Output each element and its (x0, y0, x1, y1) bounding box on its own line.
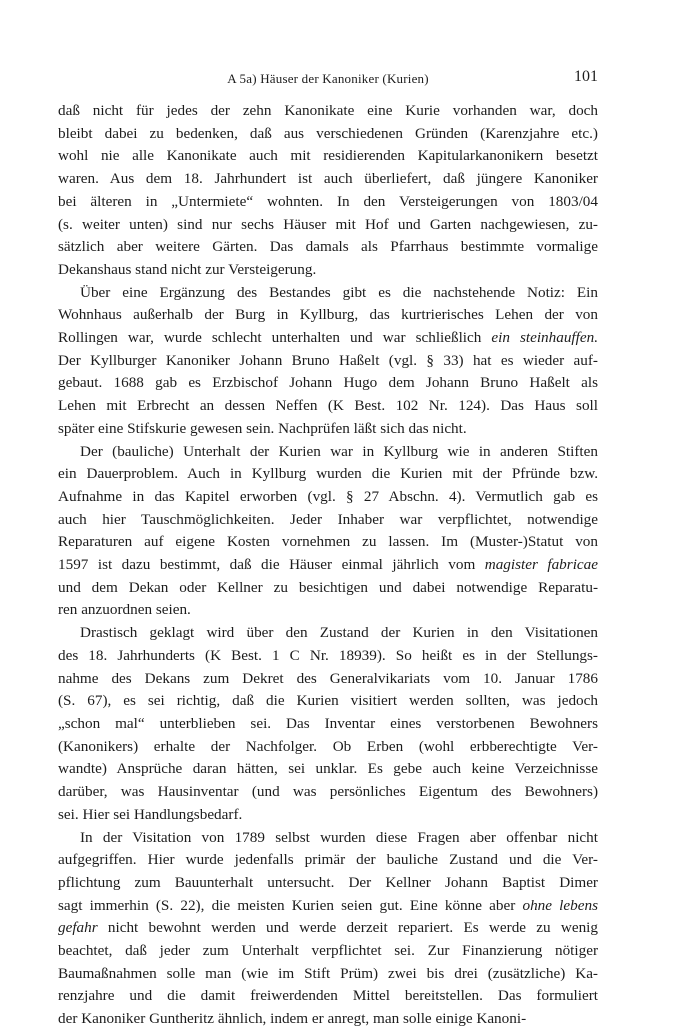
text-line (58, 599, 598, 622)
text-line (58, 509, 598, 532)
page-number: 101 (574, 68, 598, 85)
text-run: wandte) Ansprüche daran hätten, sei unklar. Es gebe auch keine Verzeichnisse (58, 760, 598, 778)
text-line (58, 781, 598, 804)
text-run: Rollingen war, wurde schlecht unterhalten und war schließlich (58, 329, 492, 347)
text-run: Drastisch geklagt wird über den Zustand der Kurien in den Visitationen (80, 624, 598, 642)
text-line (58, 191, 598, 214)
text-line (58, 123, 598, 146)
text-line (58, 690, 598, 713)
page-header (58, 68, 598, 88)
text-run: des 18. Jahrhunderts (K Best. 1 C Nr. 18939). So heißt es in der Stellungs- (58, 646, 598, 664)
text-line (58, 486, 598, 509)
text-run: waren. Aus dem 18. Jahrhundert ist auch überliefert, daß jüngere Kanoniker (58, 170, 598, 188)
text-line (58, 668, 598, 691)
text-run: darüber, was Hausinventar (und was persönliches Eigentum des Bewohners) (58, 783, 598, 801)
text-line (58, 758, 598, 781)
text-run: später eine Stifskurie gewesen sein. Nachprüfen läßt sich das nicht. (58, 419, 467, 437)
paragraph (58, 100, 598, 282)
italic-phrase: gefahr (58, 919, 98, 937)
text-run: aufgegriffen. Hier wurde jedenfalls primär der bauliche Zustand und die Ver- (58, 851, 598, 869)
italic-phrase: ein steinhauffen. (491, 329, 599, 347)
text-run: Dekanshaus stand nicht zur Versteigerung. (58, 260, 317, 278)
text-line (58, 577, 598, 600)
text-run: (Kanonikers) erhalte der Nachfolger. Ob Erben (wohl erbberechtigte Ver- (58, 737, 598, 755)
text-run: auch hier Tauschmöglichkeiten. Jeder Inhaber war verpflichtet, notwendige (58, 510, 598, 528)
text-line (58, 713, 598, 736)
text-run: sagt immerhin (S. 22), die meisten Kurien seien gut. Eine könne aber (58, 896, 523, 914)
text-line (58, 736, 598, 759)
text-run: pflichtung zum Bauunterhalt untersucht. Der Kellner Johann Baptist Dimer (58, 873, 598, 891)
text-line (58, 327, 598, 350)
text-run: Der (bauliche) Unterhalt der Kurien war in Kyllburg wie in anderen Stiften (80, 442, 598, 460)
text-run: Wohnhaus außerhalb der Burg in Kyllburg, das kurtrierisches Lehen der von (58, 306, 598, 324)
body-text (58, 100, 598, 1031)
text-run: bei älteren in „Untermiete“ wohnten. In den Versteigerungen von 1803/04 (58, 192, 598, 210)
text-run: Aufnahme in das Kapitel erworben (vgl. § 27 Abschn. 4). Vermutlich gab es (58, 487, 598, 505)
text-line (58, 827, 598, 850)
text-line (58, 531, 598, 554)
text-line (58, 645, 598, 668)
text-line (58, 259, 598, 282)
text-line (58, 372, 598, 395)
text-run: ein Dauerproblem. Auch in Kyllburg wurden die Kurien mit der Pfründe bzw. (58, 465, 598, 483)
text-run: wohl nie alle Kanonikate auch mit residierenden Kapitularkanonikern besetzt (58, 147, 598, 165)
text-run: (S. 67), es sei richtig, daß die Kurien visitiert werden sollten, was jedoch (58, 692, 598, 710)
paragraph (58, 827, 598, 1031)
text-run: Über eine Ergänzung des Bestandes gibt es die nachstehende Notiz: Ein (80, 283, 598, 301)
text-line (58, 282, 598, 305)
text-line (58, 940, 598, 963)
text-line (58, 145, 598, 168)
italic-phrase: magister fabricae (484, 556, 598, 574)
text-run: der Kanoniker Guntheritz ähnlich, indem er anregt, man solle einige Kanoni- (58, 1010, 527, 1028)
text-line (58, 1008, 598, 1031)
text-run: renzjahre und die damit freiwerdenden Mittel bereitstellen. Das formuliert (58, 987, 598, 1005)
text-run: nahme des Dekans zum Dekret des Generalvikariats vom 10. Januar 1786 (58, 669, 598, 687)
text-line (58, 236, 598, 259)
italic-phrase: ohne lebens (522, 896, 598, 914)
text-line (58, 917, 598, 940)
text-line (58, 985, 598, 1008)
paragraph (58, 441, 598, 623)
text-run: sätzlich aber weitere Gärten. Das damals als Pfarrhaus bestimmte vormalige (58, 238, 598, 256)
text-line (58, 849, 598, 872)
text-run: und dem Dekan oder Kellner zu besichtigen und dabei notwendige Reparatu- (58, 578, 598, 596)
text-line (58, 895, 598, 918)
text-line (58, 395, 598, 418)
text-run: Der Kyllburger Kanoniker Johann Bruno Haßelt (vgl. § 33) hat es wieder auf- (58, 351, 598, 369)
running-head: A 5a) Häuser der Kanoniker (Kurien) (227, 71, 429, 86)
text-line (58, 168, 598, 191)
text-line (58, 804, 598, 827)
text-run: Reparaturen auf eigene Kosten vornehmen zu lassen. Im (Muster-)Statut von (58, 533, 598, 551)
text-line (58, 100, 598, 123)
text-line (58, 872, 598, 895)
text-line (58, 963, 598, 986)
text-line (58, 622, 598, 645)
text-run: In der Visitation von 1789 selbst wurden diese Fragen aber offenbar nicht (80, 828, 598, 846)
text-line (58, 304, 598, 327)
text-run: gebaut. 1688 gab es Erzbischof Johann Hugo dem Johann Bruno Haßelt als (58, 374, 598, 392)
text-line (58, 554, 598, 577)
text-run: beachtet, daß jeder zum Unterhalt verpflichtet sei. Zur Finanzierung nötiger (58, 942, 598, 960)
text-run: Lehen mit Erbrecht an dessen Neffen (K Best. 102 Nr. 124). Das Haus soll (58, 397, 598, 415)
text-run: daß nicht für jedes der zehn Kanonikate eine Kurie vorhanden war, doch (58, 102, 598, 119)
text-run: ren anzuordnen seien. (58, 601, 191, 619)
text-line (58, 214, 598, 237)
paragraph (58, 282, 598, 441)
text-run: „schon mal“ unterblieben sei. Das Inventar eines verstorbenen Bewohners (58, 714, 598, 732)
text-run: sei. Hier sei Handlungsbedarf. (58, 805, 243, 823)
text-run: Baumaßnahmen solle man (wie im Stift Prüm) zwei bis drei (zusätzliche) Ka- (58, 964, 598, 982)
text-run: bleibt dabei zu bedenken, daß aus verschiedenen Gründen (Karenzjahre etc.) (58, 124, 598, 142)
text-run: (s. weiter unten) sind nur sechs Häuser mit Hof und Garten nachgewiesen, zu- (58, 215, 598, 233)
text-line (58, 418, 598, 441)
text-line (58, 350, 598, 373)
text-run: nicht bewohnt werden und werde derzeit repariert. Es werde zu wenig (97, 919, 598, 937)
paragraph (58, 622, 598, 826)
text-line (58, 463, 598, 486)
text-run: 1597 ist dazu bestimmt, daß die Häuser einmal jährlich vom (58, 556, 485, 574)
text-line (58, 441, 598, 464)
